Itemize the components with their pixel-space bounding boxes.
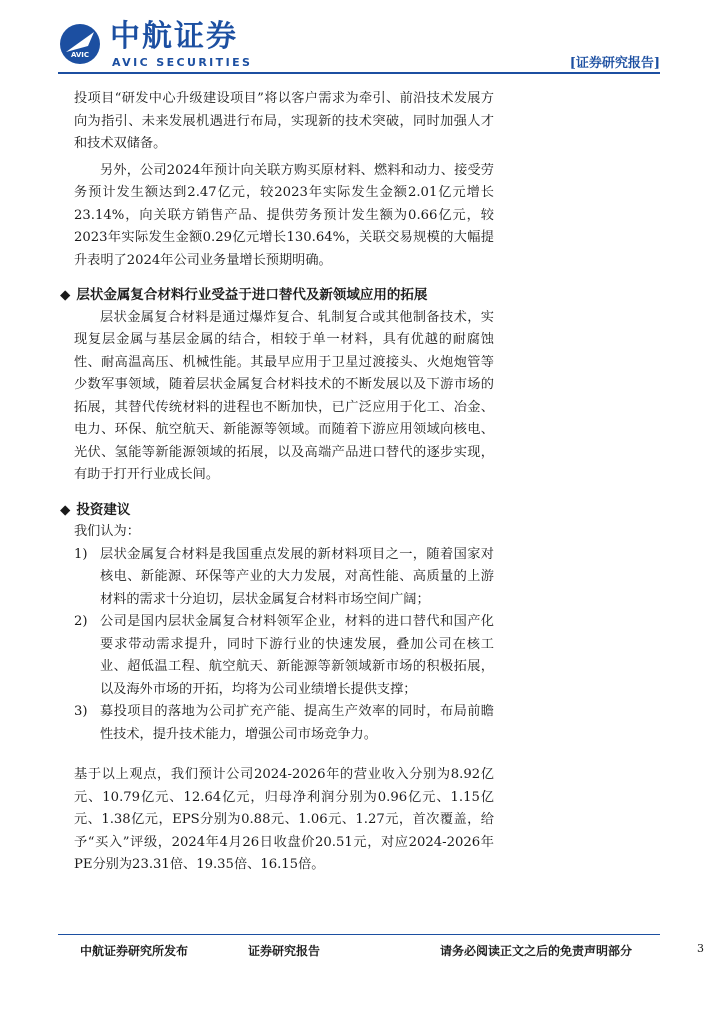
diamond-bullet-icon: ◆ [60,501,71,518]
page-footer [0,934,724,974]
paragraph-2: 另外，公司2024年预计向关联方购买原材料、燃料和动力、接受劳务预计发生额达到2.47亿元，较2023年实际发生金额2.01亿元增长23.14%，向关联方销售产品、提供劳务预计发生额为0.66亿元，较2023年实际发生金额0.29亿元增长130.64%，关联交易规模的大幅提升表明了2024年公司业务量增长预期明确。 [74,162,494,268]
footer-divider [58,934,660,935]
paragraph-4: 我们认为： [74,524,140,539]
header-divider [58,72,660,74]
heading-text: 投资建议 [76,501,131,518]
footer-publisher: 中航证券研究所发布 [80,944,189,958]
paragraph-5: 基于以上观点，我们预计公司2024-2026年的营业收入分别为8.92亿元、10.79亿元、12.64亿元，归母净利润分别为0.96亿元、1.15亿元、1.38亿元，EPS分别为0.88元、1.06元、1.27元，首次覆盖，给予“买入”评级，2024年4月26日收盘价20.51元，对应2024-2026年PE分别为23.31倍、19.35倍、16.15倍。 [74,767,494,872]
list-item: 3) 募投项目的落地为公司扩充产能、提高生产效率的同时，布局前瞻性技术，提升技术能力，增强公司市场竞争力。 [74,704,494,742]
section-heading-industry [60,284,494,307]
section-heading-investment [60,499,494,522]
main-content [60,88,494,877]
page-header [0,0,724,80]
report-type-label: [证券研究报告] [569,56,660,71]
diamond-bullet-icon: ◆ [60,287,71,303]
paragraph-1: 投项目“研发中心升级建设项目”将以客户需求为牵引、前沿技术发展方向为指引、未来发展机遇进行布局，实现新的技术突破，同时加强人才和技术双储备。 [74,91,494,151]
logo-mark-text: AVIC [70,51,90,59]
avic-logo-icon [58,22,102,66]
logo-chinese: 中航证券 [110,19,238,54]
list-item: 2) 公司是国内层状金属复合材料领军企业，材料的进口替代和国产化要求带动需求提升，同时下游行业的快速发展，叠加公司在核工业、超低温工程、航空航天、新能源等新领域新市场的积极拓展，以及海外市场的开拓，均将为公司业绩增长提供支撑； [74,614,494,697]
paragraph-3: 层状金属复合材料是通过爆炸复合、轧制复合或其他制备技术，实现复层金属与基层金属的结合，相较于单一材料，具有优越的耐腐蚀性、耐高温高压、机械性能。其最早应用于卫星过渡接头、火炮炮管等少数军事领域，随着层状金属复合材料技术的不断发展以及下游市场的拓展，其替代传统材料的进程也不断加快，已广泛应用于化工、冶金、电力、环保、航空航天、新能源等领域。而随着下游应用领域向核电、光伏、氢能等新能源领域的拓展，以及高端产品进口替代的逐步实现，有助于打开行业成长间。 [74,309,494,482]
footer-report-type: 证券研究报告 [248,944,321,958]
list-item: 1) 层状金属复合材料是我国重点发展的新材料项目之一，随着国家对核电、新能源、环保等产业的大力发展，对高性能、高质量的上游材料的需求十分迫切，层状金属复合材料市场空间广阔； [74,546,494,607]
logo-english: AVIC SECURITIES [112,56,253,69]
page-number: 3 [697,942,704,955]
heading-text: 层状金属复合材料行业受益于进口替代及新领域应用的拓展 [76,287,428,303]
footer-disclaimer: 请务必阅读正文之后的免责声明部分 [440,944,633,958]
opinion-list [74,544,494,747]
